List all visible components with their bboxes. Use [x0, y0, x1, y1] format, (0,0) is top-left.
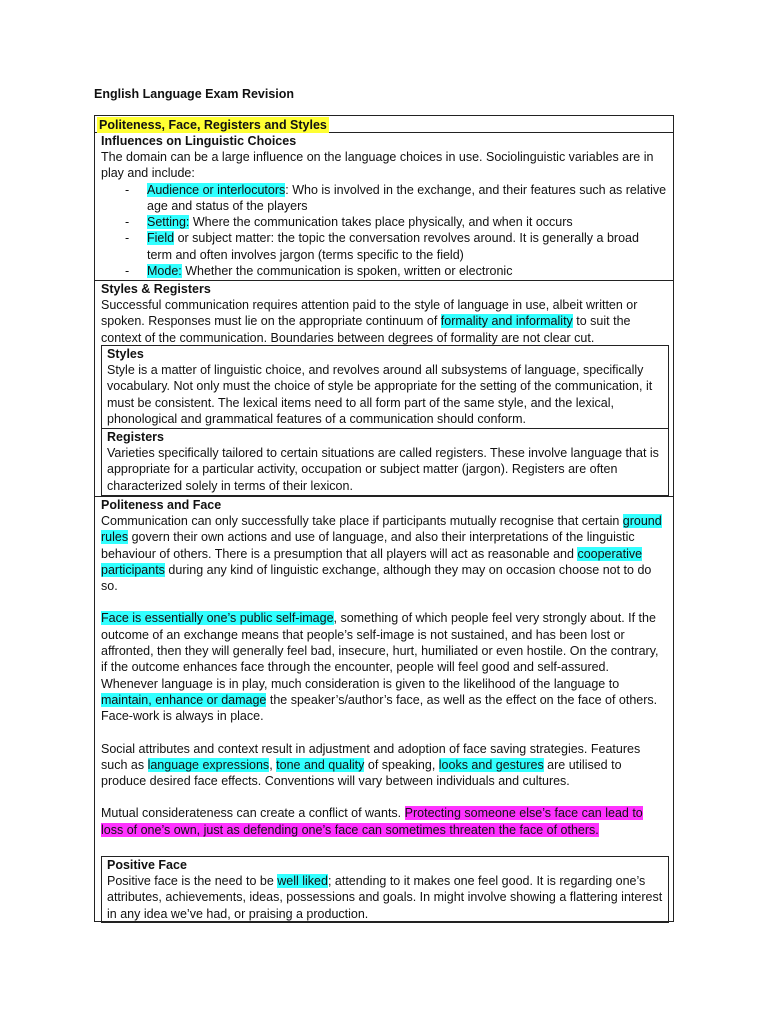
- revision-table: [94, 115, 674, 922]
- variable-desc: or subject matter: the topic the conversation revolves around. It is generally a broad term and often involves jargon (terms specific to the field): [147, 231, 639, 262]
- highlight: looks and gestures: [438, 757, 544, 772]
- styles-registers-section: [95, 281, 673, 346]
- variable-desc: Whether the communication is spoken, written or electronic: [181, 264, 513, 279]
- politeness-p3: [101, 741, 667, 790]
- positive-face-box: [101, 856, 669, 923]
- styles-heading: Styles: [107, 347, 144, 361]
- variable-term: Setting:: [147, 215, 190, 230]
- highlight: cooperative participants: [101, 546, 643, 577]
- registers-box: [101, 428, 669, 496]
- text-run: the speaker’s/author’s face, as well as the effect on the face of others. Face-work is always in place.: [101, 692, 658, 724]
- politeness-p1: [101, 513, 667, 594]
- list-item: [101, 214, 667, 230]
- text-run: ,: [269, 757, 277, 772]
- highlight: formality and informality: [440, 314, 573, 329]
- variable-term: Field: [147, 231, 175, 246]
- list-item: [101, 230, 667, 263]
- styles-registers-heading: Styles & Registers: [101, 282, 211, 296]
- text-run: Communication can only successfully take place if participants mutually recognise that certain: [101, 514, 623, 528]
- list-item: [101, 182, 667, 215]
- politeness-p2: [101, 610, 667, 724]
- text-run: ; attending to it makes one feel good. It is regarding one’s attributes, achievements, ideas, possessions and goals. In might involve showing a flattering interest in any idea we’ve had, or praising a production.: [107, 874, 663, 921]
- variable-desc: Where the communication takes place physically, and when it occurs: [189, 215, 573, 230]
- registers-heading: Registers: [107, 430, 164, 444]
- politeness-heading: Politeness and Face: [101, 498, 222, 512]
- variable-desc: : Who is involved in the exchange, and their features such as relative age and status of the players: [147, 182, 667, 213]
- highlight: ground rules: [101, 514, 662, 545]
- text-run: Mutual considerateness can create a conflict of wants.: [101, 806, 405, 821]
- text-run: Positive face is the need to be: [107, 874, 278, 888]
- highlight: tone and quality: [276, 757, 365, 772]
- politeness-section: [95, 497, 673, 838]
- variable-term: Mode:: [147, 264, 182, 279]
- positive-face-heading: Positive Face: [107, 858, 187, 872]
- influences-heading: Influences on Linguistic Choices: [101, 134, 297, 148]
- styles-box: [101, 345, 669, 429]
- text-run: , something of which people feel very strongly about. If the outcome of an exchange means that people’s self-image is not sustained, and has been lost or affronted, then they will generally feel bad, insecure, hurt, humiliated or even hostile. On the contrary, if the outcome enhances face through the encounter, people will feel good and self-assured. Whenever language is in play, much consideration is given to the likelihood of the language to: [101, 611, 659, 691]
- variables-list: [101, 182, 667, 280]
- list-item: [101, 263, 667, 279]
- registers-text: Varieties specifically tailored to certain situations are called registers. These involve language that is appropriate for a particular activity, occupation or subject matter (jargon). Registers are often characterized solely in terms of their lexicon.: [107, 446, 659, 493]
- highlight: Face is essentially one’s public self-image: [101, 611, 334, 626]
- highlight-magenta: Protecting someone else’s face can lead to loss of one’s own, just as defending one’s face can sometimes threaten the face of others.: [101, 806, 643, 837]
- positive-face-text: [107, 873, 663, 922]
- politeness-p4: [101, 805, 667, 838]
- text-run: govern their own actions and use of language, and also their interpretations of the linguistic behaviour of others. There is a presumption that all players will act as reasonable and: [101, 530, 635, 561]
- styles-text: Style is a matter of linguistic choice, and revolves around all subsystems of language, specifically vocabulary. Not only must the choice of style be appropriate for the setting of the communication, it must be consistent. The lexical items need to all form part of the same style, and the lexical, phonological and grammatical features of a communication should conform.: [107, 363, 653, 426]
- highlight: language expressions: [147, 757, 270, 772]
- text-run: are utilised to produce desired face effects. Conventions will vary between individuals and cultures.: [101, 757, 622, 789]
- text-run: Successful communication requires attention paid to the style of language in use, albeit written or spoken. Responses must lie on the appropriate continuum of: [101, 298, 638, 329]
- section-title-bar: [95, 116, 673, 133]
- highlight: maintain, enhance or damage: [101, 692, 267, 707]
- influences-section: [95, 133, 673, 279]
- document-title: English Language Exam Revision: [94, 87, 295, 101]
- highlight: well liked: [277, 874, 328, 888]
- text-run: of speaking,: [364, 757, 439, 772]
- section-title: Politeness, Face, Registers and Styles: [99, 118, 327, 132]
- text-run: to suit the context of the communication. Boundaries between degrees of formality are not clear cut.: [101, 314, 631, 345]
- variable-term: Audience or interlocutors: [147, 182, 286, 197]
- text-run: during any kind of linguistic exchange, although they may on occasion choose not to do so.: [101, 562, 652, 594]
- text-run: Social attributes and context result in adjustment and adoption of face saving strategies. Features such as: [101, 741, 641, 772]
- influences-intro: The domain can be a large influence on the language choices in use. Sociolinguistic variables are in play and include:: [101, 150, 654, 181]
- styles-registers-text: [101, 297, 667, 346]
